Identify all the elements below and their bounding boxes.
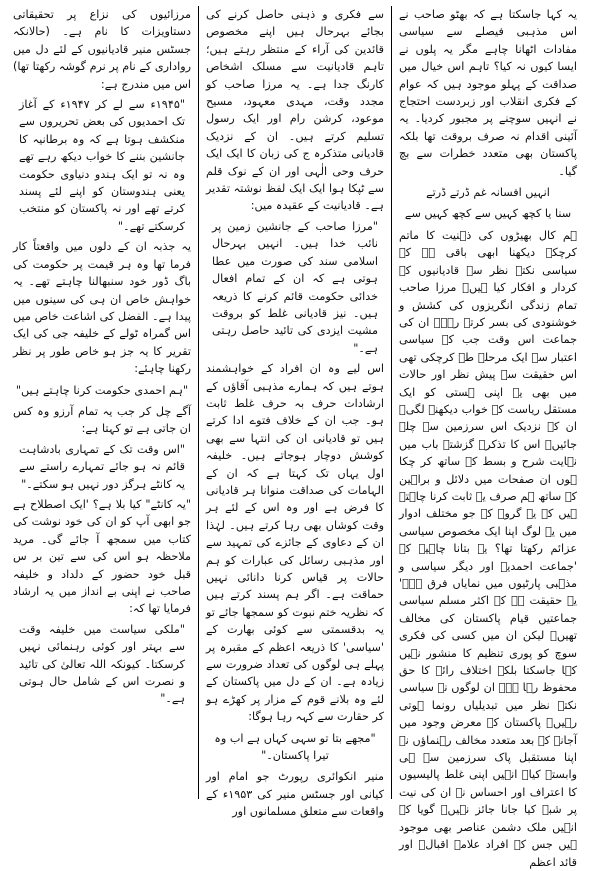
quote-paragraph: "۱۹۴۵ء سے لے کر ۱۹۴۷ء کے آغاز تک احمدیوں کی بعض تحریروں سے منکشف ہوتا ہے کہ وہ برطانیہ کا جانشین بننے کا خواب دیکھ رہے تھے وہ نہ تو ایک ہندو دنیاوی حکومت یعنی ہندوستان کو اپنے لئے پسند کرتے تھے اور نہ پاکستان کو منتخب کرسکتے تھے۔" (19, 98, 185, 233)
quote-paragraph: "اس وقت تک کے تمہاری بادشاہت قائم نہ ہو جائے تمہارے راستے سے یہ کانٹے ہرگز دور نہیں ہو سکتے۔" (19, 442, 185, 491)
quote-paragraph: "مرزا صاحب کے جانشین زمین پر نائب خدا ہیں۔ انہیں بہرحال اسلامی سند کی صورت میں عطا ہوتی ہے کہ ان کے تمام افعال خدائی حکومت قائم کرنے کا ذریعہ ہیں۔ نیز قادیانی غلط کو بروقت مشیت ایزدی کی تائید حاصل رہتی ہے۔" (212, 219, 378, 355)
verse-line: سنا یا کچھ کہیں سے کچھ کہیں سے (404, 207, 572, 221)
paragraph: مرزائیوں کی نزاع پر تحقیقاتی دستاویزات کا نام ہے۔ (حالانکہ جسٹس منیر قادیانیوں کے لئے دل میں رواداری کے نام پر نرم گوشہ رکھتا تھا) اس میں مندرج ہے: (13, 8, 191, 91)
quote-line: "ہم احمدی حکومت کرنا چاہتے ہیں" (15, 383, 189, 397)
quote-line: "مجھے بتا تو سہی کہاں ہے اب وہ تیرا پاکستان۔" (214, 731, 376, 763)
column-left (6, 6, 198, 799)
column-middle (198, 6, 391, 819)
column-right (391, 6, 584, 869)
verse-line: انہیں افسانہ غم ڈرتے ڈرتے (426, 186, 550, 200)
paragraph: یہ کہا جاسکتا ہے کہ بھٹو صاحب نے اس مذہبی فیصلے سے سیاسی مفادات اٹھانا چاہے مگر یہ پلوں نے ایسا کیوں نہ کیا؟ تاہم اس خیال میں صداقت کے پہلو موجود ہیں کہ عوام کے فکری انقلاب اور زبردست احتجاج نے انہیں سوچنے پر مجبور کردیا۔ یہ آئینی اقدام نہ صرف بروقت تھا بلکہ پاکستان بھی متعدد خطرات سے بچ گیا۔ (399, 8, 577, 178)
paragraph: ہم کال بھیڑوں کی ذہنیت کا ماتم کرچکے دیکھنا ابھی باقی ہے کہ سیاسی نکتہ نظر سے قادیانیوں کے کردار و افکار کیا ہیں۔ مرزا صاحب تمام زندگی انگریزوں کی کشش و خوشنودی کی بسر کرتے رہے۔ ان کی جماعت اس وقت جب کہ سیاسی اعتبار سے ایک مرحلہ طے کرچکی تھی اس حقیقت سے پیش نظر اور حالات میں بھی یہ اپنی ہستی کو ایک مستقل ریاست کے خواب دیکھنے لگی۔ ان کے نزدیک اس سرزمین سے چلے جائیں۔ اس کا تذکرہ گزشتہ باب میں نہایت شرح و بسط کے ساتھ کر چکا ہوں ان صفحات میں دلائل و براہین کے ساتھ ہم صرف یہ ثابت کرنا چاہتے ہیں کہ یہ گروہ کہ جو مختلف ادوار میں یہ لوگ اپنا ایک مخصوص سیاسی عزائم رکھتا تھا؟ یہ بتانا چاہیے کہ 'جماعت احمدیہ اور دیگر سیاسی و مذہبی پارٹیوں میں نمایاں فرق ہے۔' یہ حقیقت ہے کہ اکثر مسلم سیاسی جماعتیں قیام پاکستان کی مخالف تھیں۔ لیکن ان میں کسی کی فکری سوچ کو پوری تنظیم کا منشور نہیں کہا جاسکتا بلکہ اختلاف رائے کا حق محفوظ رہا ہے۔ ان لوگوں نے سیاسی نکتہ نظر میں تبدیلیاں رونما ہوتی رہیں۔ پاکستان کے معرض وجود میں آجانے کے بعد متعدد مخالف رہنماؤں نے اپنا مستقبل پاک سرزمین سے ہی وابستہ کیا۔ انہیں اپنی غلط پالیسیوں کا اعتراف اور احساس نے ان کی نیت پر شبہ کیا جانا جائز نہیں۔ گویا کہ انہیں ملک دشمن عناصر بھی موجود ہیں جس کے افراد علامہ اقبالؒ اور قائد اعظم (399, 228, 577, 869)
paragraph: "یہ کانٹے" کیا بلا ہے؟ 'ایک اصطلاح ہے جو ابھی آپ کو ان کی خود نوشت کی کتاب میں سمجھ آ جائے گی۔ مرید ملاحظہ ہو اس کی سے تین بر س قبل خود حضور کے دلداد و خلیفہ صاحب نے اپنی بے انداز میں یہ ارشاد فرمایا تھا کہ: (13, 497, 191, 616)
paragraph: آگے چل کر جب یہ تمام آرزو وہ کس ان جاتی ہے تو کہتا ہے: (13, 404, 191, 436)
paragraph: منیر انکوائری رپورٹ جو امام اور کیانی اور جسٹس منیر کی ۱۹۵۳ء کے واقعات سے متعلق مسلمانوں اور (206, 770, 384, 819)
paragraph: یہ جذبہ ان کے دلوں میں واقعتاً کار فرما تھا وہ ہر قیمت پر حکومت کی باگ ڈور خود سنبھالنا چاہتے تھے۔ یہ خواہش خاص ان ہی کی سینوں میں پیدا ہے۔ الفضل کی اشاعت خاص میں اس گمراہ ٹولے کے خلیفہ جی کی ایک تقریر کا یہ جز ہو خاص طور پر نظر رکھنا چاہئے: (13, 240, 191, 376)
quote-paragraph: "ملکی سیاست میں خلیفہ وقت سے بہتر اور کوئی رہنمائی نہیں کرسکتا۔ کیونکہ اللہ تعالیٰ کی تائید و نصرت اس کے شامل حال ہوتی ہے۔" (19, 622, 185, 706)
paragraph: سے فکری و ذہنی حاصل کرنے کی بجائے بہرحال ہیں اپنے مخصوص قائدین کی آراء کے منتظر رہتے ہیں؛ تاہم قادیانیت سے مسلک اشخاص کارنگ جدا ہے۔ یہ مرزا صاحب کو مجدد وقت، مہدی معہود، مسیح موعود، کرشن رام اور ایک رسول تسلیم کرتے ہیں۔ ان کے نزدیک قادیانی متذکرہ ج کی زبان کا ایک ایک حرف وحی الٰہی اور ان کے نوک قلم سے ٹپکا ہوا ایک ایک لفظ نوشتہ تقدیر ہے۔ قادیانیت کے عقیدہ میں: (206, 8, 384, 213)
paragraph: اس لیے وہ ان افراد کے خواہشمند ہوتے ہیں کہ ہمارے مذہبی آقاؤں کے ارشادات حرف بہ حرف غلط ثابت ہو۔ جب ان کے خلاف فتوے ادا کرتے ہیں تو قادیانی ان کی انتہا سے بھی کوشش دوچار ہوجاتے ہیں۔ خلیفہ اول یہاں تک کہتا ہے کہ ان کے الہامات کی صداقت منوانا ہر قادیانی کا فرض ہے اور وہ اس کے لئے ہر وقت کوشاں بھی رہا کرتے ہیں۔ لہٰذا ان کے دعاوی کے جائزے کی تمہید سے اور مذہبی رسائل کی عبارات کو ہم حالات پر قیاس کرنا دانائی نہیں حماقت ہے۔ اگر ہم پسند کرتے ہیں کہ نظریہ ختم نبوت کو سمجھا جائے تو یہ بدقسمتی سے کوئی بھارت کے 'سیاسی' کا ذریعہ اعظم کے مقبرہ پر پہلے ہی لوگوں کی تعداد ضرورت سے زیادہ ہے۔ ان کے دل میں پاکستان کے لئے وہ بلانے قوم کے مزار پر کھڑے ہو کر حقارت سے کہہ رہا ہوگا: (206, 362, 384, 724)
